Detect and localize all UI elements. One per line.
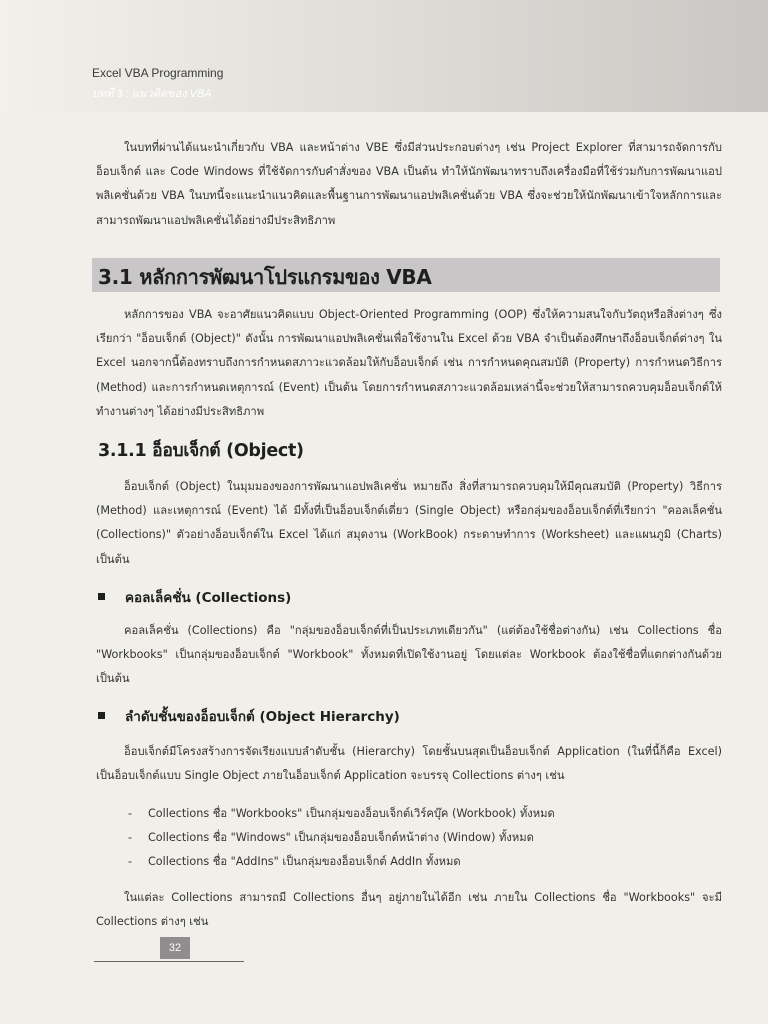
bullet-square-icon: [98, 712, 105, 719]
bullet-square-icon: [98, 593, 105, 600]
list-dash: -: [128, 855, 133, 868]
collections-paragraph: [96, 619, 722, 692]
closing-paragraph: [96, 886, 722, 934]
collections-heading: [98, 586, 291, 608]
list-item: [128, 804, 555, 822]
section-title: 3.1 หลักการพัฒนาโปรแกรมของ VBA: [98, 265, 432, 289]
hierarchy-paragraph: [96, 740, 722, 788]
intro-paragraph: [96, 136, 722, 233]
subsection-body-text: อ็อบเจ็กต์ (Object) ในมุมมองของการพัฒนาแอปพลิเคชั่น หมายถึง สิ่งที่สามารถควบคุมให้มีคุณสมบัติ (Property) วิธีการ (Method) และเหตุการณ์ (Event) ได้ มีทั้งที่เป็นอ็อบเจ็กต์เดี่ยว (Single Object) หรือกลุ่มของอ็อบเจ็กต์ที่เรียกว่า "คอลเล็คชั่น (Collections)" ตัวอย่างอ็อบเจ็กต์ใน Excel ได้แก่ สมุดงาน (WorkBook) กระดาษทำการ (Worksheet) และแผนภูมิ (Charts) เป็นต้น: [96, 480, 722, 566]
list-item-text: Collections ชื่อ "Windows" เป็นกลุ่มของอ็อบเจ็กต์หน้าต่าง (Window) ทั้งหมด: [148, 831, 534, 844]
hierarchy-heading: [98, 705, 400, 727]
list-item: [128, 852, 461, 870]
footer-divider: [94, 961, 244, 962]
list-item-text: Collections ชื่อ "Workbooks" เป็นกลุ่มของอ็อบเจ็กต์เวิร์คบุ๊ค (Workbook) ทั้งหมด: [148, 807, 555, 820]
hierarchy-heading-text: ลำดับชั้นของอ็อบเจ็กต์ (Object Hierarchy): [125, 709, 400, 725]
hierarchy-body-text: อ็อบเจ็กต์มีโครงสร้างการจัดเรียงแบบลำดับชั้น (Hierarchy) โดยชั้นบนสุดเป็นอ็อบเจ็กต์ Application (ในที่นี้ก็คือ Excel) เป็นอ็อบเจ็กต์แบบ Single Object ภายในอ็อบเจ็กต์ Application จะบรรจุ Collections ต่างๆ เช่น: [96, 745, 722, 783]
closing-text: ในแต่ละ Collections สามารถมี Collections อื่นๆ อยู่ภายในได้อีก เช่น ภายใน Collections ชื่อ "Workbooks" จะมี Collections ต่างๆ เช่น: [96, 891, 722, 929]
subsection-title: 3.1.1 อ็อบเจ็กต์ (Object): [98, 441, 304, 461]
chapter-title: บทที่ 3 : แนวคิดของ VBA: [92, 88, 212, 100]
section-paragraph: [96, 303, 722, 424]
list-dash: -: [128, 831, 133, 844]
book-title: Excel VBA Programming: [92, 66, 224, 80]
subsection-paragraph: [96, 475, 722, 572]
page-number: 32: [160, 937, 190, 959]
section-body-text: หลักการของ VBA จะอาศัยแนวคิดแบบ Object-Oriented Programming (OOP) ซึ่งให้ความสนใจกับวัตถุหรือสิ่งต่างๆ ซึ่งเรียกว่า "อ็อบเจ็กต์ (Object)" ดังนั้น การพัฒนาแอปพลิเคชั่นเพื่อใช้งานใน Excel ด้วย VBA จำเป็นต้องศึกษาถึงอ็อบเจ็กต์ต่างๆ ใน Excel นอกจากนี้ต้องทราบถึงการกำหนดสภาวะแวดล้อมให้กับอ็อบเจ็กต์ เช่น การกำหนดคุณสมบัติ (Property) การกำหนดวิธีการ (Method) และการกำหนดเหตุการณ์ (Event) เป็นต้น โดยการกำหนดสภาวะแวดล้อมเหล่านี้จะช่วยให้สามารถควบคุมอ็อบเจ็กต์ให้ทำงานต่างๆ ได้อย่างมีประสิทธิภาพ: [96, 308, 722, 418]
collections-heading-text: คอลเล็คชั่น (Collections): [125, 590, 292, 606]
collections-body-text: คอลเล็คชั่น (Collections) คือ "กลุ่มของอ็อบเจ็กต์ที่เป็นประเภทเดียวกัน" (แต่ต้องใช้ชื่อต่างกัน) เช่น Collections ชื่อ "Workbooks" เป็นกลุ่มของอ็อบเจ็กต์ "Workbook" ทั้งหมดที่เปิดใช้งานอยู่ โดยแต่ละ Workbook ต้องใช้ชื่อที่แตกต่างกันด้วย เป็นต้น: [96, 624, 722, 686]
intro-text: ในบทที่ผ่านได้แนะนำเกี่ยวกับ VBA และหน้าต่าง VBE ซึ่งมีส่วนประกอบต่างๆ เช่น Project Explorer ที่สามารถจัดการกับอ็อบเจ็กต์ และ Code Windows ที่ใช้จัดการกับคำสั่งของ VBA เป็นต้น ทำให้นักพัฒนาทราบถึงเครื่องมือที่ใช้ร่วมกับการพัฒนาแอปพลิเคชั่นด้วย VBA ในบทนี้จะแนะนำแนวคิดและพื้นฐานการพัฒนาแอปพลิเคชั่นด้วย VBA ซึ่งจะช่วยให้นักพัฒนาเข้าใจหลักการและสามารถพัฒนาแอปพลิเคชั่นได้อย่างมีประสิทธิภาพ: [96, 141, 722, 227]
list-item: [128, 828, 534, 846]
list-item-text: Collections ชื่อ "AddIns" เป็นกลุ่มของอ็อบเจ็กต์ AddIn ทั้งหมด: [148, 855, 461, 868]
list-dash: -: [128, 807, 133, 820]
